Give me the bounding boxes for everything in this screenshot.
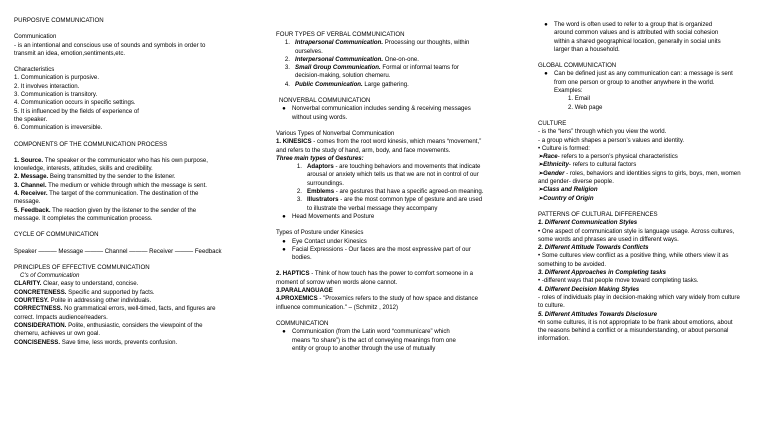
component-message-label: 2. Message. [14,173,49,181]
race-text: - refers to a person’s physical characteristics [557,153,678,161]
consideration-label: CONSIDERATION. [14,321,67,329]
proxemics-line [276,295,506,303]
kinesics-line [276,138,506,146]
culture-title: CULTURE [538,119,567,127]
component-receiver-label: 4. Receiver. [14,190,48,198]
verbal-item [276,81,506,89]
characteristics-heading: Characteristics [14,66,55,74]
gesture-item-number: 3. [296,196,302,204]
characteristic-item: 6. Communication is irreversible. [14,124,103,132]
gesture-item-text: - are gestures that have a specific agreed-on meaning. [334,188,484,196]
verbal-item-cont: ourselves. [295,47,323,55]
culture-line: • Culture is formed: [538,144,590,152]
proxemics-cont: influence communication." – (Schmitz , 2012) [276,303,399,311]
gesture-item-label: Emblems [307,188,335,196]
haptics-cont: moment of sorrow when words alone cannot. [276,278,398,286]
posture-item [276,238,506,246]
word-bullet-cont: larger than a household. [554,45,620,53]
pattern-text: •In some cultures, it is not appropriate to be frank about emotions, about [538,318,733,326]
posture-item-text: Eye Contact under Kinesics [292,237,367,245]
courtesy-text: Polite in addressing other individuals. [48,297,152,305]
pattern-text: some words and phrases are used in different ways. [538,235,679,243]
verbal-item-number: 2. [284,55,290,63]
pattern-text: • Some cultures view conflict as a positive thing, while others view it as [538,252,729,260]
kinesics-text: - comes from the root word kinesis, which means “movement,” [311,138,482,146]
correctness-label: CORRECTNESS. [14,305,63,313]
word-bullet-cont: within a shared geographical location, generally in social units [554,37,721,45]
gestures-heading: Three main types of Gestures: [276,154,364,162]
race-label: ➢Race [538,153,558,161]
components-title: COMPONENTS OF THE COMMUNICATION PROCESS [14,140,168,148]
characteristic-item: 3. Communication is transitory. [14,91,98,99]
component-feedback [14,207,254,215]
principle-consideration-cont: chemeru, achieves ur own goal. [14,330,101,338]
gesture-item [276,188,506,196]
verbal-item-number: 1. [284,39,290,47]
global-bullet-cont: from one person or group to another anywhere in the world. [554,78,715,86]
component-source-cont: knowledge, interests, attitudes, skills and credibility. [14,165,153,173]
component-feedback-label: 5. Feedback. [14,206,51,214]
gesture-item-label: Illustrators [307,196,339,204]
nonverbal-title: NONVERBAL COMMUNICATION [279,97,371,105]
correctness-text: No grammatical errors, well-timed, facts, and figures are [62,305,216,313]
word-bullet [538,21,768,54]
principle-concreteness [14,289,254,297]
word-bullet-cont: around common values and is attributed with social cohesion [554,29,719,37]
bullet-icon: ● [544,21,548,28]
characteristic-item: 2. It involves interaction. [14,82,80,90]
posture-item-cont: bodies. [292,254,312,262]
characteristic-item: the speaker. [14,115,48,123]
principles-title: PRINCIPLES OF EFFECTIVE COMMUNICATION [14,263,150,271]
pattern-text: • -different ways that people move toward completing tasks. [538,277,699,285]
various-title: Various Types of Nonverbal Communication [276,129,395,137]
gesture-item-cont: to illustrate the verbal message they accompany [307,204,438,212]
principle-courtesy [14,297,254,305]
posture-item [276,246,506,263]
gender-text: - roles, behaviors and identities signs to girls, boys, men, women [564,169,741,177]
gesture-item-text: - are the most common type of gesture and are used [338,196,483,204]
global-bullet [538,70,768,95]
pattern-text: • One aspect of communication style is language usage. Across cultures, [538,227,735,235]
principle-consideration [14,322,254,330]
pattern-text: to culture. [538,302,565,310]
communication-bullet-text: Communication (from the Latin word “communicare” which [292,328,450,336]
kinesics-cont: and refers to the study of hand, arm, body, and face movements. [276,146,451,154]
culture-class: ➢Class and Religion [538,186,598,194]
cycle-line: Speaker ——— Message ——— Channel ——— Receiver ——— Feedback [14,247,222,255]
gesture-bullet [276,213,506,221]
principle-correctness [14,305,254,313]
component-receiver-text: The target of the communication. The destination of the [47,190,199,198]
pattern-text: something to be avoided. [538,260,607,268]
verbal-item [276,39,506,56]
culture-gender-cont: and gender- diverse people. [538,178,614,186]
gesture-item-cont: arousal or anxiety which tells us that we are not in control of our [307,171,479,179]
nonverbal-bullet-text: Nonverbal communication includes sending & receiving messages [292,105,471,113]
global-example: 2. Web page [568,103,603,111]
component-message-text: Being transmitted by the sender to the listener. [48,173,176,181]
gesture-item [276,163,506,188]
culture-line: - a group which shapes a person’s values and identity. [538,136,685,144]
global-bullet-cont: Examples: [554,87,583,95]
principle-conciseness [14,339,254,347]
kinesics-label: 1. KINESICS [276,138,312,146]
pattern-heading: 3. Different Approaches in Completing tasks [538,269,666,277]
concreteness-label: CONCRETENESS. [14,288,67,296]
bullet-icon: ● [282,237,286,245]
cycle-title: CYCLE OF COMMUNICATION [14,231,99,239]
proxemics-label: 4.PROXEMICS [276,295,318,303]
bullet-icon: ● [544,70,548,78]
conciseness-label: CONCISENESS. [14,338,61,346]
verbal-item-text: One-on-one. [383,55,419,63]
communication-bullet [276,328,506,353]
verbal-item-text: Processing our thoughts, within [383,39,470,47]
posture-item-text: Facial Expressions - Our faces are the most expressive part of our [292,245,471,253]
patterns-title: PATTERNS OF CULTURAL DIFFERENCES [538,210,658,218]
component-channel-text: The medium or vehicle through which the message is sent. [46,181,207,189]
gesture-item-number: 2. [296,188,302,196]
haptics-line [276,270,506,278]
ethnicity-label: ➢Ethnicity [538,161,569,169]
verbal-item-number: 3. [284,64,290,72]
verbal-item-number: 4. [284,80,290,88]
gesture-item-label: Adaptors [307,163,334,171]
concreteness-text: Specific and supported by facts. [66,288,155,296]
column-middle [276,0,506,441]
communication-title: COMMUNICATION [276,319,329,327]
posture-title: Types of Posture under Kinesics [276,229,364,237]
component-channel-label: 3. Channel. [14,181,47,189]
component-source-text: The speaker or the communicator who has his own purpose, [43,156,208,164]
component-feedback-text: The reaction given by the listener to the sender of the [50,206,197,214]
pattern-heading: 5. Different Attitudes Towards Disclosure [538,310,657,318]
clarity-label: CLARITY. [14,280,42,288]
global-example: 1. Email [568,95,591,103]
bullet-icon: ● [282,245,286,253]
haptics-text: - Think of how touch has the power to comfort someone in a [309,270,474,278]
communication-bullet-cont: means “to share”) is the act of conveying meanings from one [292,336,456,344]
pattern-text: information. [538,335,570,343]
ethnicity-text: - refers to cultural factors [568,161,637,169]
proxemics-text: - "Proxemics refers to the study of how space and distance [317,295,478,303]
verbal-item-cont: decision-making, solution chemeru. [295,72,391,80]
gesture-item-number: 1. [296,163,302,171]
pattern-text: - roles of individuals play in decision-making which vary widely from culture [538,293,740,301]
bullet-icon: ● [282,328,286,336]
consideration-text: Polite, enthusiastic, considers the viewpoint of the [66,321,203,329]
culture-race [538,153,768,161]
culture-ethnicity [538,161,768,169]
clarity-text: Clear, easy to understand, concise. [41,280,139,288]
gesture-bullet-text: Head Movements and Posture [292,212,375,220]
conciseness-text: Save time, less words, prevents confusion. [60,338,178,346]
purpose-title: PURPOSIVE COMMUNICATION [14,17,104,24]
culture-gender [538,170,768,178]
communication-bullet-cont: entity or group to another through the use of mutually [292,344,436,352]
nonverbal-bullet-cont: without using words. [292,113,348,121]
culture-country: ➢Country of Origin [538,194,594,202]
gesture-item [276,196,506,213]
principle-clarity [14,280,254,288]
pattern-heading: 2. Different Attitude Towards Conflicts [538,244,649,252]
component-source-label: 1. Source. [14,156,44,164]
column-right [538,0,768,441]
culture-line: - is the “lens” through which you view the world. [538,128,667,136]
bullet-icon: ● [282,212,286,220]
pattern-heading: 1. Different Communication Styles [538,219,638,227]
cs-heading: C's of Communication [20,272,80,280]
column-left [14,0,254,441]
global-title: GLOBAL COMMUNICATION [538,62,617,70]
haptics-label: 2. HAPTICS [276,270,310,278]
gesture-item-text: - are touching behaviors and movements that indicate [333,163,481,171]
component-channel [14,182,254,190]
nonverbal-bullet [276,105,506,122]
four-types-title: FOUR TYPES OF VERBAL COMMUNICATION [276,31,405,38]
verbal-item [276,56,506,64]
bullet-icon: ● [282,105,286,113]
gender-label: ➢Gender [538,169,565,177]
principle-correctness-cont: correct. Impacts audience/readers. [14,313,108,321]
communication-heading: Communication [14,33,57,41]
verbal-item-text: Formal or informal teams for [380,64,459,72]
word-bullet-text: The word is often used to refer to a group that is organized [554,21,713,28]
characteristic-item: 1. Communication is purposive. [14,74,100,82]
verbal-item-label: Intrapersonal Communication. [295,39,384,47]
component-feedback-cont: message. It completes the communication process. [14,214,153,222]
characteristic-item: 4. Communication occurs in specific settings. [14,99,136,107]
paralanguage-heading: 3.PARALANGUAGE [276,287,333,295]
verbal-item-label: Public Communication. [295,80,363,88]
verbal-item-label: Interpersonal Communication. [295,55,384,63]
component-source [14,157,254,165]
gesture-item-cont: surroundings. [307,179,344,187]
component-message [14,173,254,181]
verbal-item-text: Large gathering. [362,80,409,88]
courtesy-label: COURTESY. [14,297,49,305]
characteristic-item: 5. It is influenced by the fields of experience of [14,107,139,115]
communication-definition: - is an intentional and conscious use of sounds and symbols in order to [14,41,206,49]
pattern-heading: 4. Different Decision Making Styles [538,285,640,293]
component-receiver-cont: message. [14,198,41,206]
communication-definition-cont: transmit an idea, emotion,sentiments,etc. [14,49,126,57]
verbal-item [276,64,506,81]
pattern-text: the reasons behind a conflict or a misunderstanding, or about personal [538,327,729,335]
verbal-item-label: Small Group Communication. [295,64,381,72]
component-receiver [14,190,254,198]
global-bullet-text: Can be defined just as any communication can: a message is sent [554,70,733,78]
